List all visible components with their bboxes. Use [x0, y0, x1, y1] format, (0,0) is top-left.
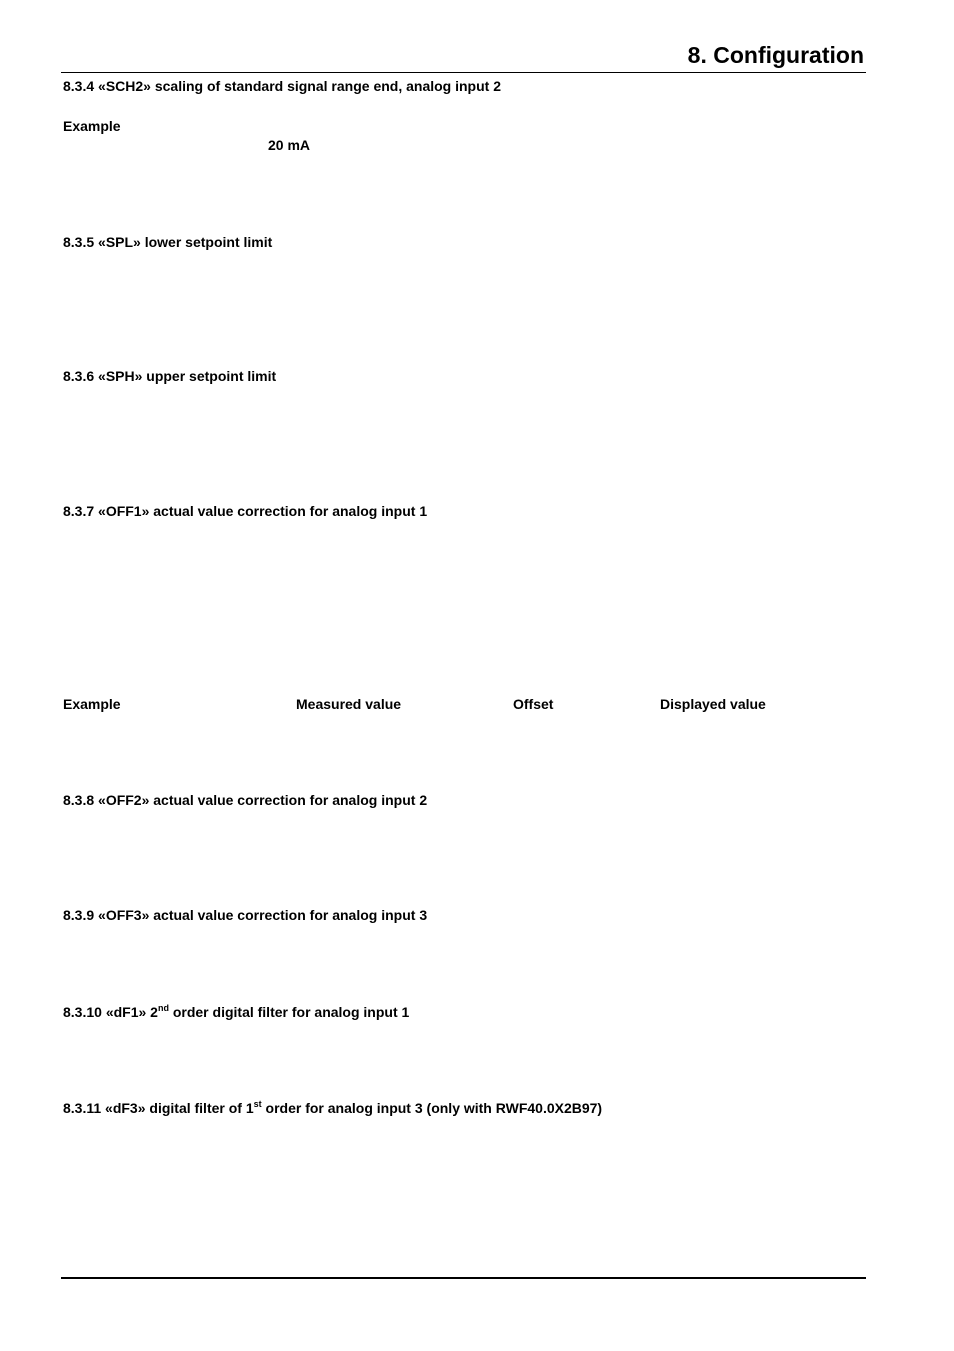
heading-8-3-11-post: order for analog input 3 (only with RWF40.0X2B97)	[261, 1100, 603, 1116]
heading-8-3-11-sup: st	[253, 1099, 262, 1109]
section-heading-8-3-6: 8.3.6 «SPH» upper setpoint limit	[63, 368, 277, 384]
example-value-8-3-4: 20 mA	[268, 137, 311, 153]
example-label-8-3-4: Example	[63, 118, 121, 134]
section-heading-8-3-10	[63, 1003, 409, 1021]
section-heading-8-3-9: 8.3.9 «OFF3» actual value correction for analog input 3	[63, 907, 428, 923]
column-header-displayed-value: Displayed value	[660, 696, 766, 712]
column-header-offset: Offset	[513, 696, 554, 712]
heading-8-3-10-pre: 8.3.10 «dF1» 2	[63, 1004, 158, 1020]
header-rule	[61, 72, 866, 73]
column-header-measured-value: Measured value	[296, 696, 402, 712]
section-heading-8-3-11	[63, 1099, 602, 1117]
heading-8-3-10-post: order digital filter for analog input 1	[168, 1004, 410, 1020]
section-heading-8-3-5: 8.3.5 «SPL» lower setpoint limit	[63, 234, 273, 250]
footer-rule	[61, 1277, 866, 1279]
example-label-8-3-7: Example	[63, 696, 121, 712]
heading-8-3-11-pre: 8.3.11 «dF3» digital filter of 1	[63, 1100, 254, 1116]
section-heading-8-3-7: 8.3.7 «OFF1» actual value correction for analog input 1	[63, 503, 428, 519]
chapter-title: 8. Configuration	[687, 42, 864, 68]
section-heading-8-3-4: 8.3.4 «SCH2» scaling of standard signal range end, analog input 2	[63, 78, 501, 94]
heading-8-3-10-sup: nd	[157, 1003, 169, 1013]
section-heading-8-3-8: 8.3.8 «OFF2» actual value correction for analog input 2	[63, 792, 428, 808]
